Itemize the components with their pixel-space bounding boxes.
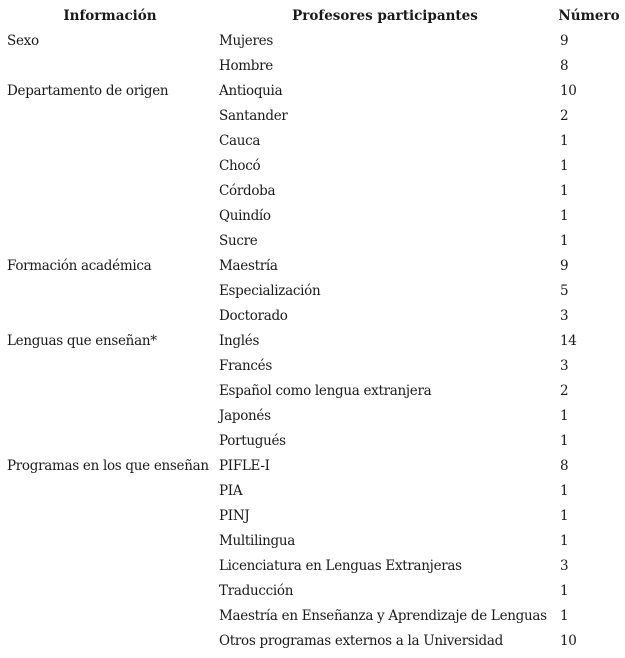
item-label: PIFLE-I [219, 458, 270, 474]
item-count: 10 [560, 83, 577, 99]
item-count: 5 [560, 283, 569, 299]
category-label: Programas en los que enseñan [7, 458, 209, 474]
table-row [0, 229, 625, 254]
category-label: Formación académica [7, 258, 152, 274]
category-label: Sexo [7, 33, 39, 49]
item-count: 9 [560, 258, 569, 274]
table-row [0, 279, 625, 304]
item-count: 1 [560, 408, 569, 424]
item-count: 2 [560, 108, 569, 124]
table-row [0, 479, 625, 504]
item-count: 1 [560, 158, 569, 174]
item-label: Santander [219, 108, 288, 124]
item-count: 8 [560, 58, 569, 74]
item-count: 1 [560, 483, 569, 499]
table-header-row [0, 4, 625, 29]
item-count: 1 [560, 608, 569, 624]
item-count: 1 [560, 533, 569, 549]
item-count: 8 [560, 458, 569, 474]
table-row [0, 104, 625, 129]
table-row [0, 129, 625, 154]
item-label: Cauca [219, 133, 261, 149]
table-row [0, 404, 625, 429]
item-count: 1 [560, 433, 569, 449]
category-label: Lenguas que enseñan* [7, 333, 157, 349]
item-label: Maestría en Enseñanza y Aprendizaje de Lenguas [219, 608, 547, 624]
item-count: 2 [560, 383, 569, 399]
item-label: Quindío [219, 208, 271, 224]
table-row [0, 79, 625, 104]
header-informacion: Información [63, 8, 157, 24]
item-count: 1 [560, 183, 569, 199]
item-label: Japonés [219, 408, 271, 424]
item-label: Especialización [219, 283, 321, 299]
item-label: Córdoba [219, 183, 276, 199]
item-label: Doctorado [219, 308, 288, 324]
item-label: Francés [219, 358, 272, 374]
item-label: Portugués [219, 433, 286, 449]
item-count: 1 [560, 583, 569, 599]
table-row [0, 529, 625, 554]
table-row [0, 429, 625, 454]
item-label: Hombre [219, 58, 273, 74]
table-row [0, 629, 625, 654]
item-count: 1 [560, 508, 569, 524]
item-label: PIA [219, 483, 243, 499]
table-row [0, 354, 625, 379]
item-count: 9 [560, 33, 569, 49]
item-label: Multilingua [219, 533, 295, 549]
table-row [0, 254, 625, 279]
item-label: Inglés [219, 333, 260, 349]
item-label: Mujeres [219, 33, 273, 49]
item-label: Sucre [219, 233, 258, 249]
item-count: 1 [560, 208, 569, 224]
table-row [0, 54, 625, 79]
item-label: Maestría [219, 258, 278, 274]
item-label: Antioquia [219, 83, 283, 99]
table-row [0, 179, 625, 204]
item-count: 3 [560, 308, 569, 324]
table-row [0, 154, 625, 179]
item-label: PINJ [219, 508, 250, 524]
table-row [0, 329, 625, 354]
table-row [0, 379, 625, 404]
item-label: Traducción [219, 583, 294, 599]
item-count: 3 [560, 358, 569, 374]
table-row [0, 579, 625, 604]
item-label: Licenciatura en Lenguas Extranjeras [219, 558, 462, 574]
table-row [0, 604, 625, 629]
table-row [0, 554, 625, 579]
item-count: 10 [560, 633, 577, 649]
item-count: 1 [560, 233, 569, 249]
item-count: 1 [560, 133, 569, 149]
table-row [0, 204, 625, 229]
item-count: 3 [560, 558, 569, 574]
table-row [0, 454, 625, 479]
table-row [0, 29, 625, 54]
table-row [0, 304, 625, 329]
table-row [0, 504, 625, 529]
item-label: Español como lengua extranjera [219, 383, 432, 399]
header-numero: Número [558, 8, 620, 24]
item-count: 14 [560, 333, 577, 349]
category-label: Departamento de origen [7, 83, 169, 99]
header-profesores: Profesores participantes [292, 8, 478, 24]
item-label: Chocó [219, 158, 261, 174]
item-label: Otros programas externos a la Universidad [219, 633, 503, 649]
